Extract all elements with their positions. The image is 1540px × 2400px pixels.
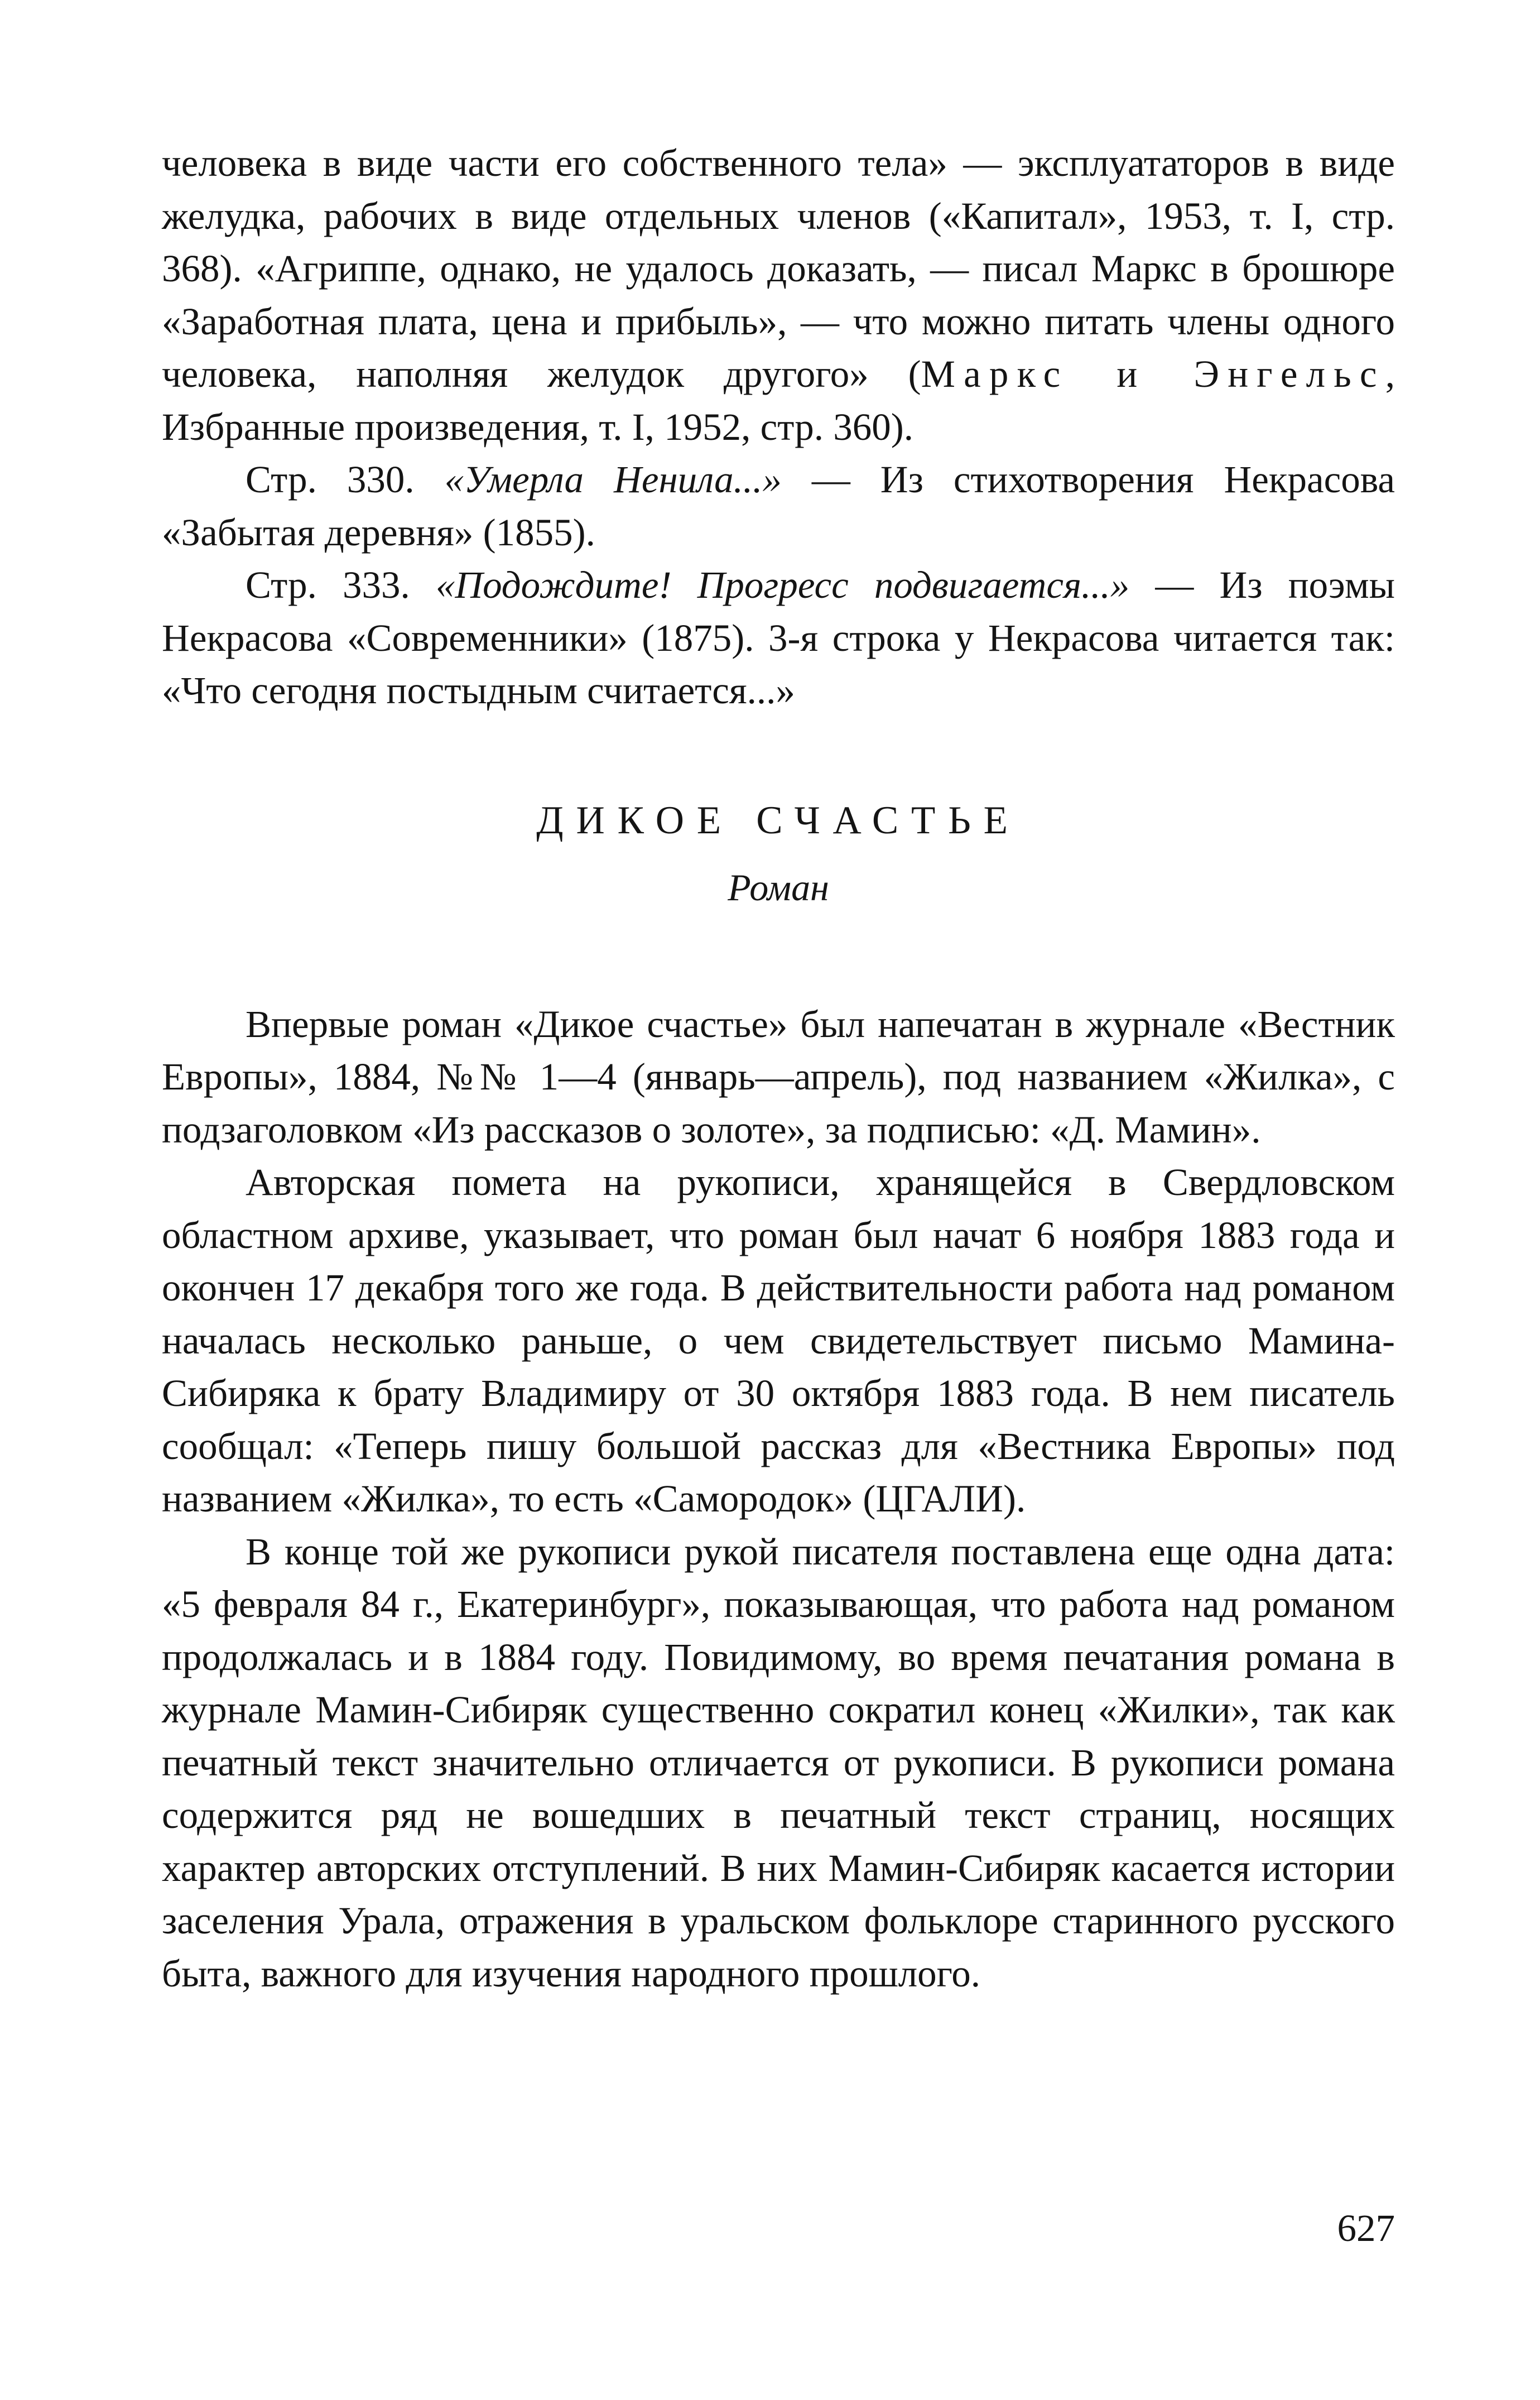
section-paragraph-3: В конце той же рукописи рукой писателя поставлена еще одна дата: «5 февраля 84 г., Екатеринбург», показывающая, что работа над романом продолжалась и в 1884 году. Повидимому, во время печатания романа в журнале Мамин-Сибиряк существенно сократил конец «Жилки», так как печатный текст значительно отличается от рукописи. В рукописи романа содержится ряд не вошедших в печатный текст страниц, носящих характер авторских отступлений. В них Мамин-Сибиряк касается истории заселения Урала, отражения в уральском фольклоре старинного русского быта, важного для изучения народного прошлого.	[162, 1530, 1395, 1995]
section-body	[162, 998, 1395, 2000]
note-2-ref: Стр. 330.	[246, 458, 445, 501]
note-paragraph-1-text: человека в виде части его собственного тела» — эксплуататоров в виде желудка, рабочих в виде отдельных членов («Капитал», 1953, т. I, стр. 368). «Агриппе, однако, не удалось доказать, — писал Маркс в брошюре «Заработная плата, цена и прибыль», — что можно питать члены одного человека, наполняя желудок другого» (	[162, 142, 1395, 395]
note-3-text: — Из поэмы Некрасова «Современники» (1875). 3-я строка у Некрасова читается так: «Что сегодня постыдным считается...»	[162, 564, 1395, 712]
book-page	[162, 137, 1395, 2000]
section-paragraph-2: Авторская помета на рукописи, хранящейся в Свердловском областном архиве, указывает, что роман был начат 6 ноября 1883 года и окончен 17 декабря того же года. В действительности работа над романом началась несколько раньше, о чем свидетельствует письмо Мамина-Сибиряка к брату Владимиру от 30 октября 1883 года. В нем писатель сообщал: «Теперь пишу большой рассказ для «Вестника Европы» под названием «Жилка», то есть «Самородок» (ЦГАЛИ).	[162, 1161, 1395, 1520]
note-2-quote: «Умерла Ненила...»	[444, 458, 782, 501]
section-paragraph-1: Впервые роман «Дикое счастье» был напечатан в журнале «Вестник Европы», 1884, №№ 1—4 (январь—апрель), под названием «Жилка», с подзаголовком «Из рассказов о золоте», за подписью: «Д. Мамин».	[162, 1002, 1395, 1151]
note-3-ref: Стр. 333.	[246, 564, 436, 606]
note-authors: Маркс и Энгельс	[921, 353, 1385, 395]
section-title: ДИКОЕ СЧАСТЬЕ	[536, 798, 1021, 842]
note-paragraph-1	[162, 137, 1395, 453]
section-subtitle: Роман	[728, 866, 829, 909]
note-2-text: — Из стихотворения Некрасова «Забытая деревня» (1855).	[162, 458, 1395, 554]
note-paragraph-1-end: , Избранные произведения, т. I, 1952, стр. 360).	[162, 353, 1395, 448]
note-paragraph-3	[162, 559, 1395, 717]
note-3-quote: «Подождите! Прогресс подвигается...»	[435, 564, 1130, 606]
page-number: 627	[1337, 2207, 1395, 2249]
note-paragraph-2	[162, 453, 1395, 559]
